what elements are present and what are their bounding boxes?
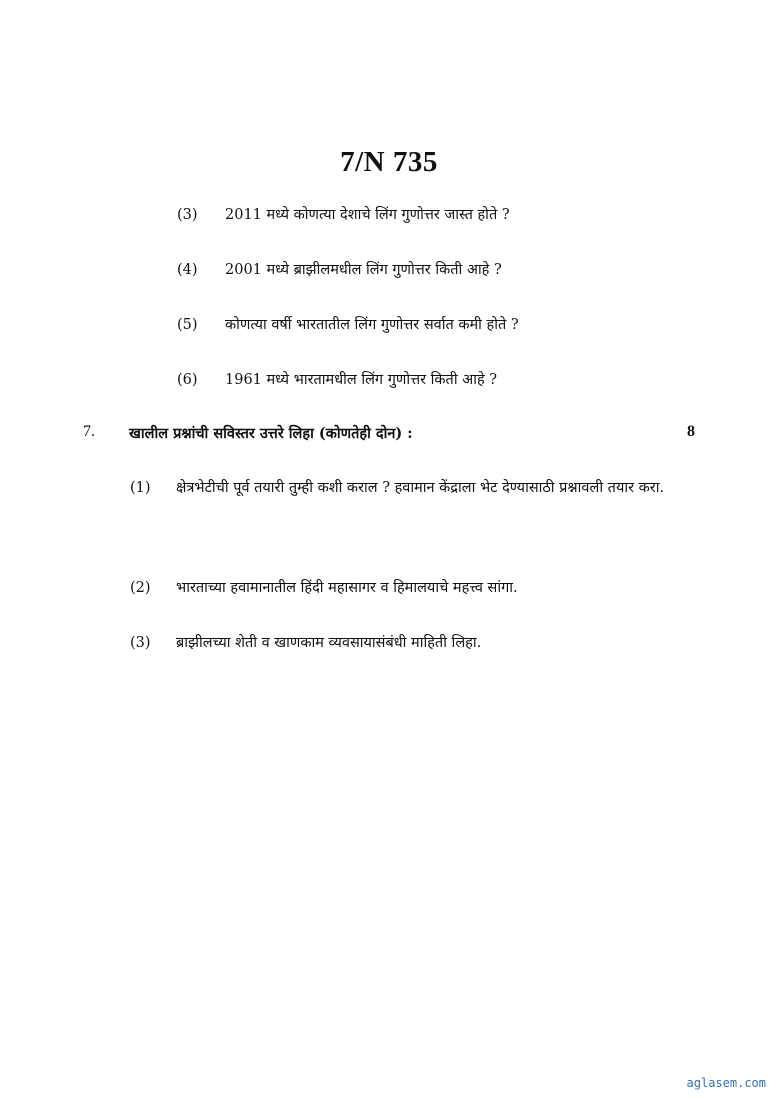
sub-question-text: 2011 मध्ये कोणत्या देशाचे लिंग गुणोत्तर जास्त होते ? xyxy=(225,207,510,223)
long-question-number: (2) xyxy=(130,580,151,596)
question-instruction: खालील प्रश्नांची सविस्तर उत्तरे लिहा (कोणतेही दोन) : xyxy=(129,425,413,442)
sub-question-text: 2001 मध्ये ब्राझीलमधील लिंग गुणोत्तर किती आहे ? xyxy=(225,262,502,278)
sub-question-number: (5) xyxy=(177,317,198,333)
sub-question xyxy=(177,259,502,279)
question-marks: 8 xyxy=(687,423,695,440)
sub-question-number: (6) xyxy=(177,372,198,388)
long-question-text: भारताच्या हवामानातील हिंदी महासागर व हिमालयाचे महत्त्व सांगा. xyxy=(176,580,518,596)
sub-question-number: (3) xyxy=(177,207,198,223)
long-question-text: क्षेत्रभेटीची पूर्व तयारी तुम्ही कशी कराल ? हवामान केंद्राला भेट देण्यासाठी प्रश्नावली तयार करा. xyxy=(176,480,665,496)
long-question-text: ब्राझीलच्या शेती व खाणकाम व्यवसायासंबंधी माहिती लिहा. xyxy=(176,635,482,651)
long-question-number: (3) xyxy=(130,635,151,651)
question-number: 7. xyxy=(83,423,95,440)
sub-question-text: 1961 मध्ये भारतामधील लिंग गुणोत्तर किती आहे ? xyxy=(225,372,498,388)
watermark: aglasem.com xyxy=(686,1076,766,1090)
sub-question xyxy=(177,204,510,224)
page-code: 7/N 735 xyxy=(340,146,438,178)
sub-question-number: (4) xyxy=(177,262,198,278)
sub-question-text: कोणत्या वर्षी भारतातील लिंग गुणोत्तर सर्वात कमी होते ? xyxy=(225,317,519,333)
sub-question xyxy=(177,314,519,334)
sub-question xyxy=(177,369,497,389)
long-question-number: (1) xyxy=(130,480,151,496)
